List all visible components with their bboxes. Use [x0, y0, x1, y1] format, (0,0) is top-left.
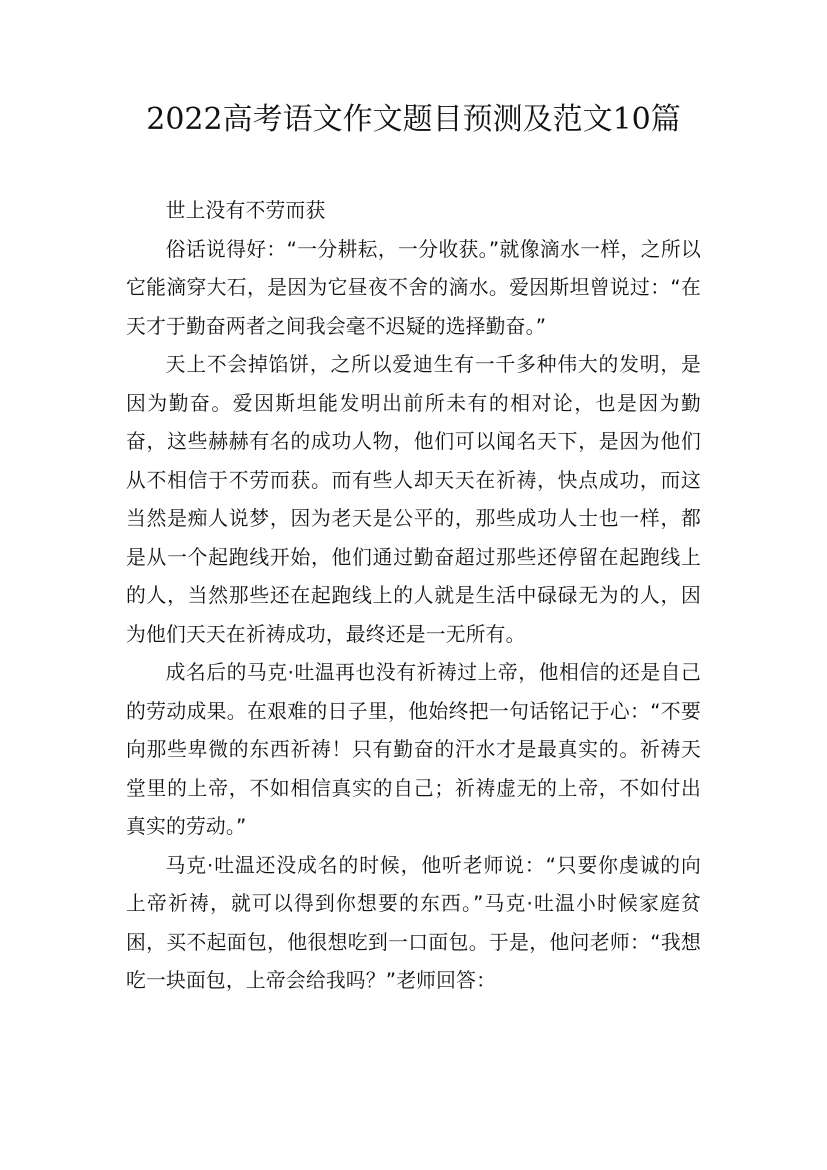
- document-title: 2022高考语文作文题目预测及范文10篇: [146, 102, 681, 137]
- paragraph-2: 天上不会掉馅饼，之所以爱迪生有一千多种伟大的发明，是因为勤奋。爱因斯坦能发明出前所未有的相对论，也是因为勤奋，这些赫赫有名的成功人物，他们可以闻名天下，是因为他们从不相信于不劳而获。而有些人却天天在祈祷，快点成功，而这当然是痴人说梦，因为老天是公平的，那些成功人士也一样，都是从一个起跑线开始，他们通过勤奋超过那些还停留在起跑线上的人，当然那些还在起跑线上的人就是生活中碌碌无为的人，因为他们天天在祈祷成功，最终还是一无所有。: [126, 353, 701, 646]
- essay-body: [126, 192, 701, 1001]
- paragraph-4: 马克·吐温还没成名的时候，他听老师说：“只要你虔诚的向上帝祈祷，就可以得到你想要的东西。”马克·吐温小时候家庭贫困，买不起面包，他很想吃到一口面包。于是，他问老师：“我想吃一块面包，上帝会给我吗？”老师回答：: [126, 853, 701, 992]
- paragraph-3: 成名后的马克·吐温再也没有祈祷过上帝，他相信的还是自己的劳动成果。在艰难的日子里，他始终把一句话铭记于心：“不要向那些卑微的东西祈祷！只有勤奋的汗水才是最真实的。祈祷天堂里的上帝，不如相信真实的自己；祈祷虚无的上帝，不如付出真实的劳动。”: [126, 661, 701, 838]
- essay-title: 世上没有不劳而获: [165, 199, 326, 222]
- paragraph-1: 俗话说得好：“一分耕耘，一分收获。”就像滴水一样，之所以它能滴穿大石，是因为它昼夜不舍的滴水。爱因斯坦曾说过：“在天才于勤奋两者之间我会毫不迟疑的选择勤奋。”: [126, 237, 701, 338]
